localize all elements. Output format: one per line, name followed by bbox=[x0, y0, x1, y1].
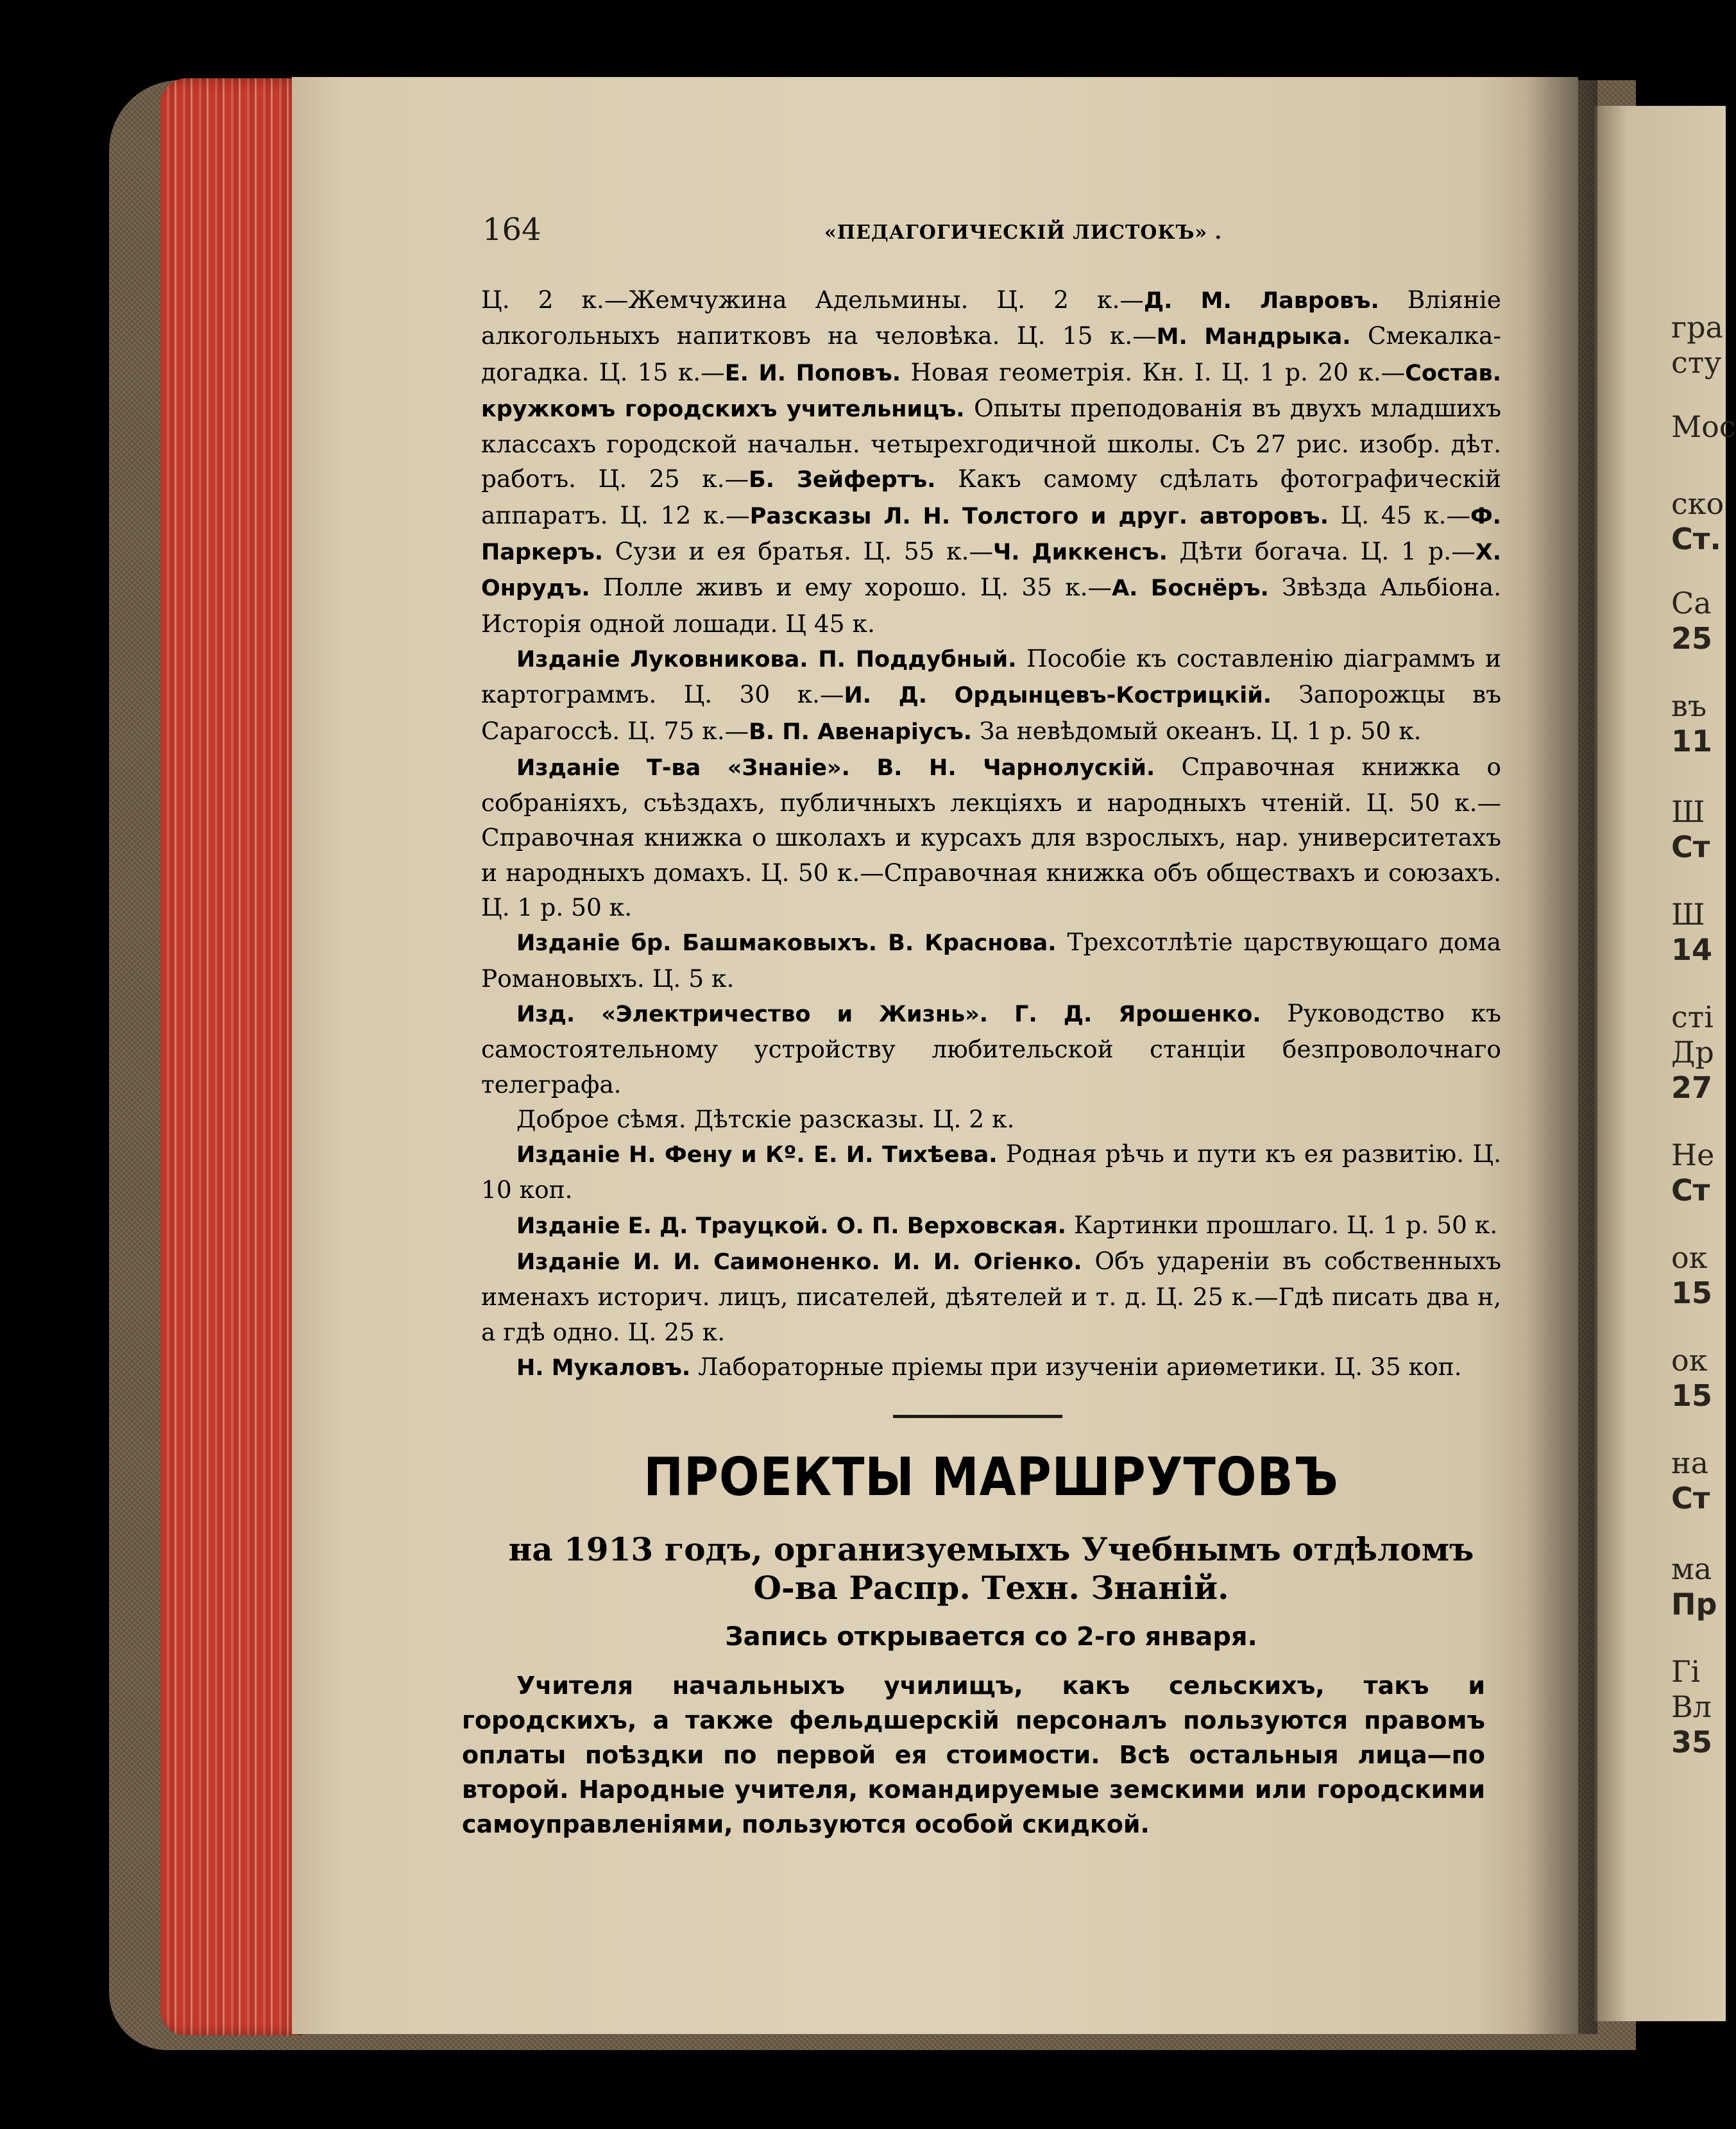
list-paragraph: Изданіе Н. Фену и Кº. Е. И. Тихѣева. Родная рѣчь и пути къ ея развитію. Ц. 10 коп. bbox=[481, 1140, 1501, 1204]
next-page-text: Пр bbox=[1671, 1587, 1717, 1621]
next-page-text: Мос bbox=[1671, 409, 1736, 444]
next-page-text: Ст bbox=[1671, 830, 1710, 864]
list-paragraph: Изданіе Т-ва «Знаніе». В. Н. Чарнолускій. Справочная книжка о собраніяхъ, съѣздахъ, публичныхъ лекціяхъ и народныхъ чтеній. Ц. 50 к.—Справочная книжка о школахъ и курсахъ для взрослыхъ, нар. университетахъ и народныхъ домахъ. Ц. 50 к.—Справочная книжка объ обществахъ и союзахъ. Ц. 1 р. 50 к. bbox=[481, 752, 1502, 922]
section-subtitle bbox=[449, 1530, 1533, 1607]
list-paragraph: Изд. «Электричество и Жизнь». Г. Д. Ярошенко. Руководство къ самостоятельному устройству любительской станціи безпроволочнаго телеграфа. bbox=[481, 998, 1501, 1099]
list-paragraph: Изданіе И. И. Саимоненко. И. И. Огіенко. Объ удареніи въ собственныхъ именахъ историч. лицъ, писателей, дѣятелей и т. д. Ц. 25 к.—Гдѣ писать два н, а гдѣ одно. Ц. 25 к. bbox=[481, 1247, 1501, 1346]
next-page-text: сту bbox=[1671, 345, 1722, 380]
next-page-text: ок bbox=[1671, 1343, 1708, 1378]
next-page-text: Ш bbox=[1671, 794, 1705, 829]
next-page-text: Вл bbox=[1671, 1689, 1712, 1724]
section-note: Запись открывается со 2-го января. bbox=[725, 1622, 1257, 1652]
next-page-text: Ст bbox=[1671, 1481, 1710, 1516]
list-paragraph: Изданіе Луковникова. П. Поддубный. Пособіе къ составленію діаграммъ и картограммъ. Ц. 30 к.—И. Д. Ордынцевъ-Кострицкій. Запорожцы въ Сарагоссѣ. Ц. 75 к.—В. П. Авенаріусъ. За невѣдомый океанъ. Ц. 1 р. 50 к. bbox=[481, 644, 1501, 745]
section-body: Учителя начальныхъ училищъ, какъ сельскихъ, такъ и городскихъ, а также фельдшерскій персоналъ пользуются правомъ оплаты поѣздки по первой ея стоимости. Всѣ остальныя лица—по второй. Народные учителя, командируемые земскими или городскими самоуправленіями, пользуются особой скидкой. bbox=[462, 1672, 1485, 1838]
list-paragraph: Ц. 2 к.—Жемчужина Адельмины. Ц. 2 к.—Д. М. Лавровъ. Вліяніе алкогольныхъ напитковъ на человѣка. Ц. 15 к.—М. Мандрыка. Смекалка-догадка. Ц. 15 к.—Е. И. Поповъ. Новая геометрія. Кн. I. Ц. 1 р. 20 к.—Состав. кружкомъ городскихъ учительницъ. Опыты преподованія въ двухъ младшихъ классахъ городской начальн. четырехгодичной школы. Съ 27 рис. изобр. дѣт. работъ. Ц. 25 к.—Б. Зейфертъ. Какъ самому сдѣлать фотографическій аппаратъ. Ц. 12 к.—Разсказы Л. Н. Толстого и друг. авторовъ. Ц. 45 к.—Ф. Паркеръ. Сузи и ея братья. Ц. 55 к.—Ч. Диккенсъ. Дѣти богача. Ц. 1 р.—Х. Онрудъ. Полле живъ и ему хорошо. Ц. 35 к.—А. Боснёръ. Звѣзда Альбіона. Исторія одной лошади. Ц 45 к. bbox=[481, 286, 1502, 638]
next-page-text: 11 bbox=[1671, 724, 1713, 758]
running-head: «ПЕДАГОГИЧЕСКІЙ ЛИСТОКЪ» . bbox=[824, 221, 1223, 244]
next-page-text: Не bbox=[1671, 1138, 1715, 1172]
next-page-text: гра bbox=[1671, 310, 1723, 345]
page-edges bbox=[160, 78, 302, 2035]
subtitle-line: О-ва Распр. Техн. Знаній. bbox=[753, 1569, 1229, 1607]
list-paragraph: Доброе сѣмя. Дѣтскіе разсказы. Ц. 2 к. bbox=[516, 1104, 1015, 1133]
list-paragraph: Изданіе бр. Башмаковыхъ. В. Краснова. Трехсотлѣтіе царствующаго дома Романовыхъ. Ц. 5 к. bbox=[481, 928, 1501, 993]
gutter-shadow bbox=[1527, 77, 1597, 2034]
list-paragraph: Н. Мукаловъ. Лабораторные пріемы при изученіи ариѳметики. Ц. 35 коп. bbox=[516, 1352, 1462, 1381]
section-title: ПРОЕКТЫ МАРШРУТОВЪ bbox=[643, 1447, 1339, 1508]
next-page-text: 25 bbox=[1671, 621, 1713, 656]
next-page-text: Гі bbox=[1671, 1654, 1701, 1689]
next-page-text: сті bbox=[1671, 1000, 1714, 1034]
next-page-text: Ст. bbox=[1671, 522, 1721, 556]
subtitle-line: на 1913 годъ, организуемыхъ Учебнымъ отдѣломъ bbox=[508, 1530, 1474, 1568]
next-page-text: Др bbox=[1671, 1035, 1714, 1070]
next-page-text: Са bbox=[1671, 586, 1712, 620]
next-page-text: ско bbox=[1671, 486, 1724, 521]
next-page bbox=[1594, 106, 1736, 2021]
next-page-text: ок bbox=[1671, 1240, 1708, 1275]
page-number: 164 bbox=[482, 212, 541, 248]
next-page-text: Ст bbox=[1671, 1173, 1710, 1208]
next-page-text: на bbox=[1671, 1446, 1709, 1480]
book-list bbox=[481, 282, 1501, 1385]
next-page-text: 35 bbox=[1671, 1725, 1713, 1759]
next-page-text: 27 bbox=[1671, 1070, 1713, 1105]
section-divider bbox=[893, 1415, 1062, 1418]
next-page-text: ма bbox=[1671, 1552, 1712, 1586]
next-page-text: Ш bbox=[1671, 897, 1705, 932]
next-page-text: въ bbox=[1671, 688, 1707, 723]
next-page-text: 15 bbox=[1671, 1378, 1713, 1413]
next-page-text: 14 bbox=[1671, 932, 1713, 967]
next-page-text: 15 bbox=[1671, 1276, 1713, 1310]
list-paragraph: Изданіе Е. Д. Трауцкой. О. П. Верховская. Картинки прошлаго. Ц. 1 р. 50 к. bbox=[516, 1210, 1498, 1239]
